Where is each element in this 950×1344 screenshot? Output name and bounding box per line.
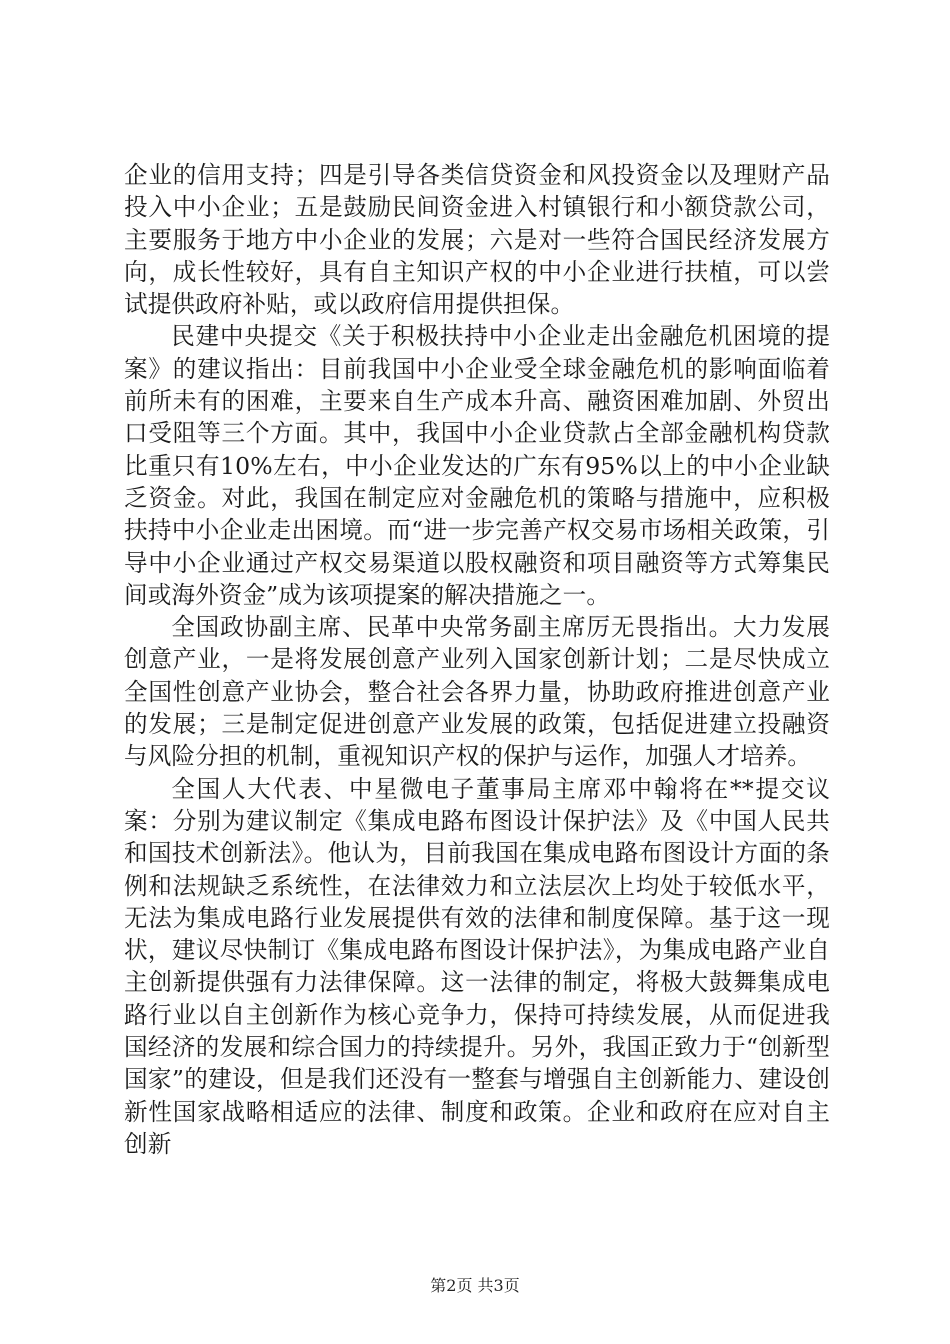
- paragraph-credit-support: 企业的信用支持；四是引导各类信贷资金和风投资金以及理财产品投入中小企业；五是鼓励民间资金进入村镇银行和小额贷款公司，主要服务于地方中小企业的发展；六是对一些符合国民经济发展方向，成长性较好，具有自主知识产权的中小企业进行扶植，可以尝试提供政府补贴，或以政府信用提供担保。: [124, 161, 830, 319]
- paragraph-creative-industry: 全国政协副主席、民革中央常务副主席厉无畏指出。大力发展创意产业，一是将发展创意产业列入国家创新计划；二是尽快成立全国性创意产业协会，整合社会各界力量，协助政府推进创意产业的发展；三是制定促进创意产业发展的政策，包括促进建立投融资与风险分担的机制，重视知识产权的保护与运作，加强人才培养。: [124, 613, 830, 771]
- paragraph-minjian-proposal: 民建中央提交《关于积极扶持中小企业走出金融危机困境的提案》的建议指出：目前我国中小企业受全球金融危机的影响面临着前所未有的困难，主要来自生产成本升高、融资困难加剧、外贸出口受阻等三个方面。其中，我国中小企业贷款占全部金融机构贷款比重只有10%左右，中小企业发达的广东有95%以上的中小企业缺乏资金。对此，我国在制定应对金融危机的策略与措施中，应积极扶持中小企业走出困境。而“进一步完善产权交易市场相关政策，引导中小企业通过产权交易渠道以股权融资和项目融资等方式筹集民间或海外资金”成为该项提案的解决措施之一。: [124, 322, 830, 609]
- page-number-footer: 第2页 共3页: [430, 1276, 520, 1295]
- document-body: [124, 159, 830, 1160]
- paragraph-ic-layout-law: 全国人大代表、中星微电子董事局主席邓中翰将在**提交议案：分别为建议制定《集成电路布图设计保护法》及《中国人民共和国技术创新法》。他认为，目前我国在集成电路布图设计方面的条例和法规缺乏系统性，在法律效力和立法层次上均处于较低水平，无法为集成电路行业发展提供有效的法律和制度保障。基于这一现状，建议尽快制订《集成电路布图设计保护法》，为集成电路产业自主创新提供强有力法律保障。这一法律的制定，将极大鼓舞集成电路行业以自主创新作为核心竞争力，保持可持续发展，从而促进我国经济的发展和综合国力的持续提升。另外，我国正致力于“创新型国家”的建设，但是我们还没有一整套与增强自主创新能力、建设创新性国家战略相适应的法律、制度和政策。企业和政府在应对自主创新: [124, 774, 830, 1158]
